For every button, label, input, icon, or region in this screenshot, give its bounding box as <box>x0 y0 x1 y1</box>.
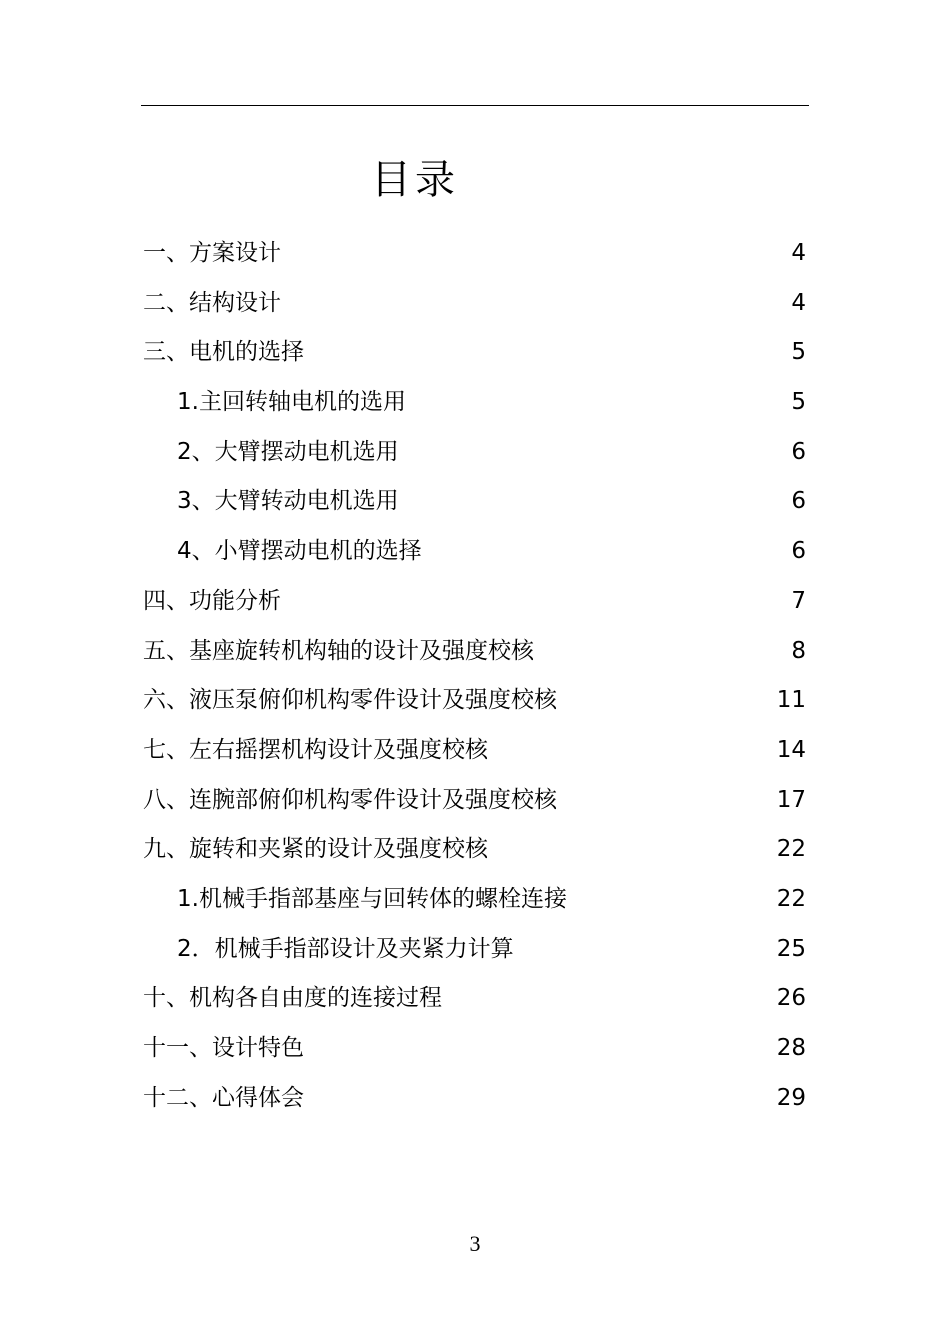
toc-entry-label: 2．机械手指部设计及夹紧力计算 <box>177 935 514 962</box>
toc-entry[interactable] <box>143 1024 806 1074</box>
toc-list <box>143 229 806 1123</box>
toc-dot-leader <box>285 292 790 310</box>
toc-entry-page: 5 <box>791 339 806 366</box>
toc-dot-leader <box>403 441 791 459</box>
toc-entry-page: 26 <box>776 985 806 1012</box>
toc-entry-page: 25 <box>776 935 806 962</box>
toc-entry-label: 3、大臂转动电机选用 <box>177 488 399 515</box>
header-rule <box>141 105 809 106</box>
toc-entry-label: 一、方案设计 <box>143 240 281 266</box>
toc-entry-page: 22 <box>776 885 806 912</box>
page-number: 3 <box>469 1231 481 1256</box>
toc-dot-leader <box>518 938 776 956</box>
toc-dot-leader <box>492 839 776 857</box>
toc-entry[interactable] <box>143 1074 806 1124</box>
toc-entry-page: 4 <box>791 240 806 266</box>
toc-entry-label: 1.机械手指部基座与回转体的螺栓连接 <box>177 885 567 912</box>
toc-entry-label: 九、旋转和夹紧的设计及强度校核 <box>143 836 488 863</box>
toc-entry-label: 1.主回转轴电机的选用 <box>177 389 406 416</box>
toc-dot-leader <box>571 888 776 906</box>
toc-entry-page: 11 <box>776 687 806 714</box>
toc-entry-page: 6 <box>791 538 806 565</box>
toc-dot-leader <box>285 590 790 608</box>
toc-dot-leader <box>561 690 776 708</box>
toc-entry[interactable] <box>143 477 806 527</box>
toc-entry-page: 14 <box>776 736 806 763</box>
toc-entry[interactable] <box>143 577 806 627</box>
toc-dot-leader <box>538 640 790 658</box>
toc-entry-page: 5 <box>791 389 806 416</box>
toc-dot-leader <box>308 1037 776 1055</box>
toc-entry-page: 29 <box>776 1084 806 1111</box>
toc-entry-label: 三、电机的选择 <box>143 339 304 366</box>
toc-entry[interactable] <box>143 328 806 378</box>
toc-entry-label: 十、机构各自由度的连接过程 <box>143 985 442 1012</box>
toc-dot-leader <box>446 988 776 1006</box>
toc-entry[interactable] <box>143 378 806 428</box>
toc-entry-label: 四、功能分析 <box>143 587 281 614</box>
toc-entry-page: 7 <box>791 587 806 614</box>
toc-entry-page: 6 <box>791 438 806 465</box>
toc-dot-leader <box>410 391 790 409</box>
toc-entry-label: 八、连腕部俯仰机构零件设计及强度校核 <box>143 786 557 813</box>
toc-entry-page: 17 <box>776 786 806 813</box>
toc-entry-label: 4、小臂摆动电机的选择 <box>177 538 422 565</box>
toc-entry[interactable] <box>143 627 806 677</box>
toc-entry[interactable] <box>143 776 806 826</box>
toc-entry[interactable] <box>143 676 806 726</box>
toc-entry[interactable] <box>143 726 806 776</box>
toc-entry-page: 6 <box>791 488 806 515</box>
toc-entry-page: 4 <box>791 289 806 316</box>
toc-entry-page: 22 <box>776 836 806 863</box>
toc-entry-page: 28 <box>776 1035 806 1061</box>
toc-dot-leader <box>403 491 791 509</box>
toc-entry[interactable] <box>143 825 806 875</box>
toc-entry[interactable] <box>143 229 806 279</box>
toc-entry[interactable] <box>143 279 806 329</box>
toc-dot-leader <box>308 342 790 360</box>
toc-entry[interactable] <box>143 527 806 577</box>
toc-dot-leader <box>308 1087 776 1105</box>
toc-entry-label: 二、结构设计 <box>143 289 281 316</box>
toc-dot-leader <box>561 789 776 807</box>
toc-dot-leader <box>285 242 790 260</box>
toc-entry[interactable] <box>143 875 806 925</box>
toc-dot-leader <box>492 739 776 757</box>
toc-dot-leader <box>426 541 791 559</box>
toc-entry[interactable] <box>143 428 806 478</box>
toc-entry-label: 五、基座旋转机构轴的设计及强度校核 <box>143 637 534 664</box>
toc-entry[interactable] <box>143 925 806 975</box>
toc-entry-label: 2、大臂摆动电机选用 <box>177 438 399 465</box>
toc-entry-page: 8 <box>791 637 806 664</box>
toc-entry-label: 十一、设计特色 <box>143 1035 304 1061</box>
toc-entry-label: 十二、心得体会 <box>143 1084 304 1111</box>
toc-entry-label: 七、左右摇摆机构设计及强度校核 <box>143 736 488 763</box>
toc-title: 目录 <box>371 157 459 203</box>
toc-entry-label: 六、液压泵俯仰机构零件设计及强度校核 <box>143 687 557 714</box>
toc-entry[interactable] <box>143 974 806 1024</box>
